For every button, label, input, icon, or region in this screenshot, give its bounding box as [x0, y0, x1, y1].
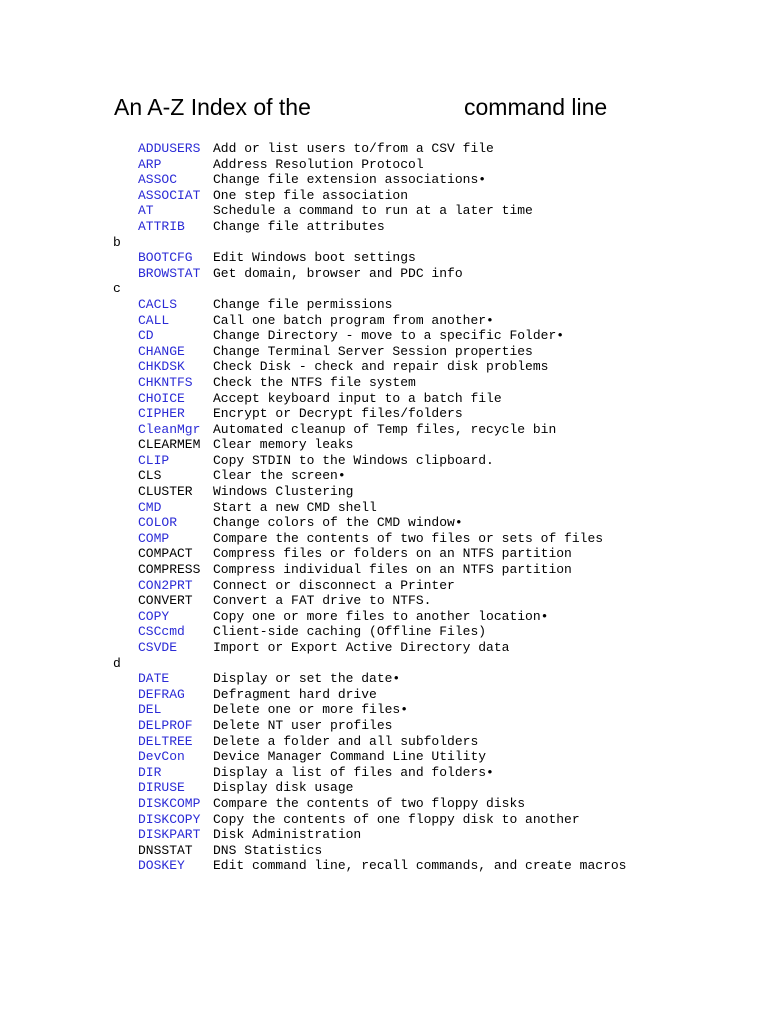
command-link[interactable]: DOSKEY [138, 858, 185, 874]
command-description: Connect or disconnect a Printer [213, 577, 455, 593]
command-link[interactable]: ASSOC [138, 172, 178, 188]
command-name: COMPACT [138, 546, 193, 562]
command-description: Schedule a command to run at a later time [213, 203, 533, 219]
command-description: Change file extension associations• [213, 172, 487, 188]
command-link[interactable]: CSVDE [138, 640, 178, 655]
title-text: An A-Z Index of the [114, 94, 311, 120]
command-link[interactable]: CLIP [138, 452, 170, 468]
command-description: Import or Export Active Directory data [213, 640, 510, 655]
command-description: Clear memory leaks [213, 437, 354, 453]
command-description: Convert a FAT drive to NTFS. [213, 593, 432, 609]
command-description: Check Disk - check and repair disk problems [213, 359, 549, 375]
command-description: Change file permissions [213, 296, 393, 312]
page-title [114, 92, 754, 126]
command-description: One step file association [213, 187, 409, 203]
command-link[interactable]: BOOTCFG [138, 250, 193, 266]
command-link[interactable]: DELTREE [138, 733, 193, 749]
section-letter: c [113, 281, 121, 297]
command-link[interactable]: DISKPART [138, 827, 201, 843]
command-description: Get domain, browser and PDC info [213, 265, 463, 281]
command-description: Encrypt or Decrypt files/folders [213, 406, 463, 422]
title-text-command-line: command line [464, 94, 608, 120]
command-description: Compress files or folders on an NTFS partition [213, 546, 572, 562]
command-description: Address Resolution Protocol [213, 156, 424, 172]
command-description: Start a new CMD shell [213, 499, 377, 515]
command-link[interactable]: BROWSTAT [138, 265, 201, 281]
command-link[interactable]: ATTRIB [138, 218, 185, 234]
command-description: Call one batch program from another• [213, 312, 494, 328]
command-link[interactable]: COMP [138, 530, 170, 546]
command-description: Copy STDIN to the Windows clipboard. [213, 452, 494, 468]
command-link[interactable]: CleanMgr [138, 421, 201, 437]
command-link[interactable]: DEL [138, 702, 162, 718]
command-description: Delete a folder and all subfolders [213, 733, 479, 749]
command-name: CLS [138, 468, 162, 484]
command-link[interactable]: DIRUSE [138, 780, 185, 796]
section-letter: d [113, 655, 121, 671]
command-link[interactable]: DIR [138, 764, 162, 780]
command-link[interactable]: CHKNTFS [138, 374, 193, 390]
command-link[interactable]: CON2PRT [138, 577, 193, 593]
command-description: Check the NTFS file system [213, 374, 416, 390]
command-link[interactable]: CIPHER [138, 406, 185, 422]
command-description: Delete NT user profiles [213, 717, 393, 733]
command-description: Change Terminal Server Session properties [213, 343, 533, 359]
command-description: Add or list users to/from a CSV file [213, 141, 494, 156]
command-description: Accept keyboard input to a batch file [213, 390, 502, 406]
command-description: Copy the contents of one floppy disk to another [213, 811, 580, 827]
command-description: Change colors of the CMD window• [213, 515, 463, 531]
command-name: CONVERT [138, 593, 193, 609]
command-description: Display disk usage [213, 780, 354, 796]
command-description: Change Directory - move to a specific Folder• [213, 328, 565, 344]
command-link[interactable]: DELPROF [138, 717, 193, 733]
command-link[interactable]: DevCon [138, 749, 185, 765]
command-description: Edit command line, recall commands, and create macros [213, 858, 627, 874]
command-link[interactable]: DISKCOMP [138, 795, 201, 811]
command-name: CLEARMEM [138, 437, 201, 453]
command-description: Clear the screen• [213, 468, 346, 484]
command-link[interactable]: CSCcmd [138, 624, 185, 640]
command-link[interactable]: DATE [138, 671, 170, 687]
section-letter: b [113, 234, 121, 250]
command-description: Compare the contents of two files or sets of files [213, 530, 604, 546]
command-link[interactable]: AT [138, 203, 154, 219]
command-link[interactable]: DEFRAG [138, 686, 185, 702]
command-description: Display or set the date• [213, 671, 401, 687]
command-description: Change file attributes [213, 218, 385, 234]
command-name: DNSSTAT [138, 842, 193, 858]
command-link[interactable]: CHOICE [138, 390, 185, 406]
command-link[interactable]: CACLS [138, 296, 178, 312]
command-link[interactable]: ARP [138, 156, 162, 172]
command-link[interactable]: COLOR [138, 515, 178, 531]
command-description: DNS Statistics [213, 842, 323, 858]
command-link[interactable]: COPY [138, 608, 170, 624]
command-link[interactable]: ADDUSERS [138, 141, 201, 156]
command-description: Defragment hard drive [213, 686, 377, 702]
command-name: CLUSTER [138, 484, 193, 500]
command-link[interactable]: CALL [138, 312, 170, 328]
command-description: Windows Clustering [213, 484, 354, 500]
command-link[interactable]: CHANGE [138, 343, 185, 359]
command-description: Delete one or more files• [213, 702, 409, 718]
command-link[interactable]: CD [138, 328, 154, 344]
command-description: Device Manager Command Line Utility [213, 749, 487, 765]
command-description: Compare the contents of two floppy disks [213, 795, 526, 811]
command-description: Disk Administration [213, 827, 362, 843]
command-description: Copy one or more files to another location• [213, 608, 549, 624]
command-description: Compress individual files on an NTFS partition [213, 562, 572, 578]
command-description: Automated cleanup of Temp files, recycle bin [213, 421, 557, 437]
command-link[interactable]: ASSOCIAT [138, 187, 201, 203]
command-link[interactable]: CMD [138, 499, 162, 515]
command-link[interactable]: DISKCOPY [138, 811, 201, 827]
command-link[interactable]: CHKDSK [138, 359, 185, 375]
command-name: COMPRESS [138, 562, 201, 578]
command-description: Edit Windows boot settings [213, 250, 416, 266]
command-description: Client-side caching (Offline Files) [213, 624, 487, 640]
command-description: Display a list of files and folders• [213, 764, 494, 780]
